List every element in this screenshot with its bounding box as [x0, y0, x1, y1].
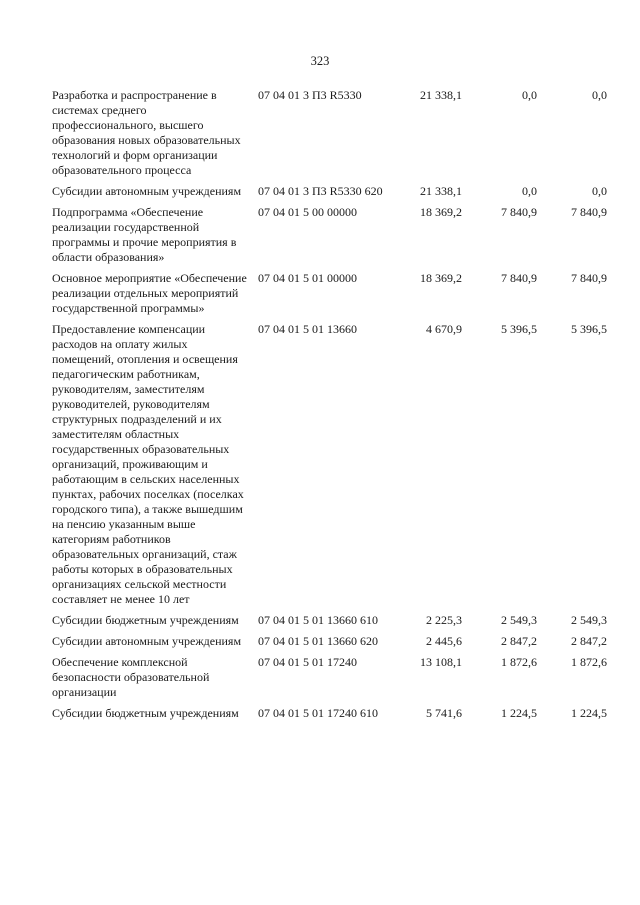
row-code: 07 04 01 5 01 13660 — [258, 322, 357, 336]
row-name: Подпрограмма «Обеспечение реализации государственной программы и прочие мероприятия в области образования» — [52, 205, 237, 264]
row-code: 07 04 01 5 01 13660 620 — [258, 634, 378, 648]
table-row — [0, 271, 640, 316]
row-value-2: 0,0 — [522, 184, 537, 198]
row-code: 07 04 01 5 01 00000 — [258, 271, 357, 285]
row-value-3: 5 396,5 — [571, 322, 607, 336]
row-value-2: 0,0 — [522, 88, 537, 102]
row-name: Субсидии бюджетным учреждениям — [52, 613, 239, 627]
row-value-3: 7 840,9 — [571, 271, 607, 285]
table-row — [0, 205, 640, 265]
row-value-2: 7 840,9 — [501, 271, 537, 285]
row-value-2: 2 847,2 — [501, 634, 537, 648]
row-name: Разработка и распространение в системах среднего профессионального, высшего образования новых образовательных технологий и форм организации образовательного процесса — [52, 88, 241, 177]
row-name: Основное мероприятие «Обеспечение реализации отдельных мероприятий государственной программы» — [52, 271, 247, 315]
row-value-3: 7 840,9 — [571, 205, 607, 219]
row-value-1: 13 108,1 — [420, 655, 462, 669]
row-code: 07 04 01 5 00 00000 — [258, 205, 357, 219]
row-value-1: 21 338,1 — [420, 184, 462, 198]
row-code: 07 04 01 5 01 17240 610 — [258, 706, 378, 720]
row-value-3: 1 872,6 — [571, 655, 607, 669]
table-row — [0, 706, 640, 721]
row-value-1: 5 741,6 — [426, 706, 462, 720]
row-value-1: 18 369,2 — [420, 271, 462, 285]
row-value-1: 2 225,3 — [426, 613, 462, 627]
row-name: Субсидии автономным учреждениям — [52, 184, 242, 198]
row-value-1: 18 369,2 — [420, 205, 462, 219]
row-name: Обеспечение комплексной безопасности образовательной организации — [52, 655, 210, 699]
row-code: 07 04 01 3 П3 R5330 — [258, 88, 362, 102]
row-code: 07 04 01 3 П3 R5330 620 — [258, 184, 383, 198]
row-value-1: 21 338,1 — [420, 88, 462, 102]
row-value-2: 1 224,5 — [501, 706, 537, 720]
table-row — [0, 634, 640, 649]
table-row — [0, 322, 640, 607]
row-name: Субсидии бюджетным учреждениям — [52, 706, 239, 720]
row-value-2: 5 396,5 — [501, 322, 537, 336]
row-value-2: 1 872,6 — [501, 655, 537, 669]
row-value-2: 7 840,9 — [501, 205, 537, 219]
row-value-1: 2 445,6 — [426, 634, 462, 648]
row-code: 07 04 01 5 01 13660 610 — [258, 613, 378, 627]
table-row — [0, 613, 640, 628]
row-value-3: 2 549,3 — [571, 613, 607, 627]
row-code: 07 04 01 5 01 17240 — [258, 655, 357, 669]
budget-table — [0, 88, 640, 721]
row-name: Предоставление компенсации расходов на оплату жилых помещений, отопления и освещения педагогическим работникам, руководителям, заместителям руководителей, руководителям структурных подразделений и их заместителям областных государственных образовательных организаций, проживающим и работающим в сельских населенных пунктах, рабочих поселках (поселках городского типа), а также вышедшим на пенсию указанным выше категориям работников образовательных организаций, стаж работы которых в образовательных организациях сельской местности составляет не менее 10 лет — [52, 322, 244, 606]
row-value-2: 2 549,3 — [501, 613, 537, 627]
row-value-3: 0,0 — [592, 88, 607, 102]
table-row — [0, 184, 640, 199]
row-value-3: 2 847,2 — [571, 634, 607, 648]
table-row — [0, 88, 640, 178]
row-value-3: 0,0 — [592, 184, 607, 198]
row-name: Субсидии автономным учреждениям — [52, 634, 242, 648]
page-number: 323 — [310, 54, 330, 68]
row-value-1: 4 670,9 — [426, 322, 462, 336]
table-row — [0, 655, 640, 700]
row-value-3: 1 224,5 — [571, 706, 607, 720]
